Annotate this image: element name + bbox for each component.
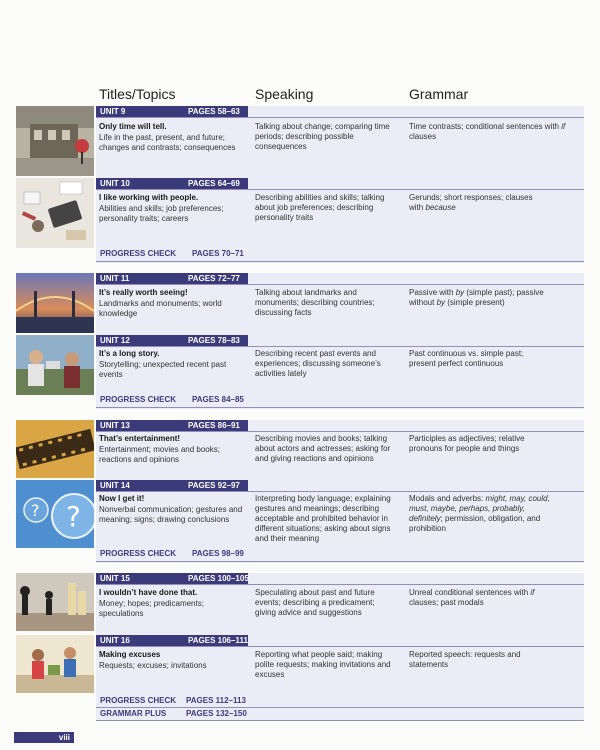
- unit-11-grammar: Passive with by (simple past); passive without by (simple present): [409, 288, 544, 307]
- unit-10-pages: PAGES 64–69: [188, 179, 240, 188]
- progress-check-2: [100, 395, 244, 404]
- unit-10-grammar: Gerunds; short responses; clauses with because: [409, 193, 533, 212]
- unit-12-rule: [96, 346, 584, 347]
- group-3-bottom-rule: [96, 561, 584, 562]
- progress-check-3-pages: PAGES 98–99: [192, 549, 244, 558]
- unit-15-rule: [96, 584, 584, 585]
- unit-9-speaking: Talking about change; comparing time periods; describing possible consequences: [255, 122, 390, 151]
- unit-11-photo: [16, 273, 94, 333]
- unit-15-grammar: Unreal conditional sentences with if clauses; past modals: [409, 588, 535, 607]
- unit-13-speaking: Describing movies and books; talking about actors and actresses; asking for and giving reactions and opinions: [255, 434, 391, 463]
- unit-9-topics: Life in the past, present, and future; changes and contrasts; consequences: [99, 133, 236, 152]
- unit-14-photo: [16, 480, 94, 548]
- unit-9-label: UNIT 9: [100, 107, 126, 116]
- unit-10-label: UNIT 10: [100, 179, 130, 188]
- progress-check-1-pages: PAGES 70–71: [192, 249, 244, 258]
- unit-11-bar: [96, 273, 248, 284]
- header-speaking: Speaking: [255, 86, 314, 102]
- unit-12-bar: [96, 335, 248, 346]
- unit-16-topics: Requests; excuses; invitations: [99, 661, 207, 670]
- unit-14-grammar: Modals and adverbs: might, may, could, must, maybe, perhaps, probably, definitely; permission, obligation, and prohibition: [409, 494, 550, 533]
- unit-10-topics: Abilities and skills; job preferences; personality traits; careers: [99, 204, 224, 223]
- unit-11-title: It’s really worth seeing!: [99, 288, 188, 297]
- progress-check-4-pages: PAGES 112–113: [186, 696, 246, 705]
- unit-9-bar: [96, 106, 248, 117]
- unit-15-label: UNIT 15: [100, 574, 130, 583]
- unit-14-speaking: Interpreting body language; explaining gestures and meanings; describing acceptable and prohibited behavior in different situations; asking about signs and their meaning: [255, 494, 391, 543]
- unit-14-label: UNIT 14: [100, 481, 130, 490]
- unit-15-title: I wouldn’t have done that.: [99, 588, 198, 597]
- progress-check-1: [100, 249, 244, 258]
- unit-16-pages: PAGES 106–111: [188, 636, 248, 645]
- unit-15-bar: [96, 573, 248, 584]
- page-number: viii: [14, 732, 74, 743]
- progress-check-4-label: PROGRESS CHECK: [100, 696, 177, 705]
- unit-16-title: Making excuses: [99, 650, 161, 659]
- unit-9-grammar: Time contrasts; conditional sentences with if clauses: [409, 122, 566, 141]
- header-titles-topics: Titles/Topics: [99, 86, 176, 102]
- unit-13-topics: Entertainment; movies and books; reactions and opinions: [99, 445, 220, 464]
- header-grammar: Grammar: [409, 86, 469, 102]
- grammar-plus: [100, 709, 247, 718]
- unit-10-title: I like working with people.: [99, 193, 199, 202]
- svg-text:?: ?: [31, 501, 40, 520]
- unit-13-grammar: Participles as adjectives; relative pronouns for people and things: [409, 434, 525, 453]
- grammar-plus-label: GRAMMAR PLUS: [100, 709, 167, 718]
- unit-16-rule: [96, 646, 584, 647]
- unit-9-pages: PAGES 58–63: [188, 107, 240, 116]
- unit-14-pages: PAGES 92–97: [188, 481, 240, 490]
- unit-15-topics: Money; hopes; predicaments; speculations: [99, 599, 204, 618]
- progress-check-4-rule: [96, 707, 584, 708]
- unit-12-pages: PAGES 78–83: [188, 336, 240, 345]
- unit-16-photo: [16, 635, 94, 693]
- unit-10-rule: [96, 189, 584, 190]
- unit-13-label: UNIT 13: [100, 421, 130, 430]
- unit-9-title: Only time will tell.: [99, 122, 167, 131]
- unit-13-photo: [16, 420, 94, 478]
- unit-13-bar: [96, 420, 248, 431]
- unit-14-rule: [96, 491, 584, 492]
- unit-12-title: It’s a long story.: [99, 349, 160, 358]
- unit-11-pages: PAGES 72–77: [188, 274, 240, 283]
- unit-15-pages: PAGES 100–105: [188, 574, 249, 583]
- unit-12-speaking: Describing recent past events and experiences; discussing someone’s activities lately: [255, 349, 381, 378]
- unit-14-title: Now I get it!: [99, 494, 145, 503]
- unit-9-photo: [16, 106, 94, 176]
- unit-9-rule: [96, 117, 584, 118]
- unit-13-title: That’s entertainment!: [99, 434, 181, 443]
- group-2-bottom-rule: [96, 407, 584, 408]
- group-1-bottom-rule: [96, 261, 584, 262]
- unit-10-speaking: Describing abilities and skills; talking about job preferences; describing personality traits: [255, 193, 385, 222]
- unit-11-label: UNIT 11: [100, 274, 130, 283]
- group-4-bottom-rule: [96, 720, 584, 721]
- progress-check-3: [100, 549, 244, 558]
- unit-16-speaking: Reporting what people said; making polite requests; making invitations and excuses: [255, 650, 391, 679]
- progress-check-2-pages: PAGES 84–85: [192, 395, 244, 404]
- progress-check-4: [100, 696, 246, 705]
- unit-10-photo: [16, 178, 94, 248]
- unit-15-photo: [16, 573, 94, 631]
- unit-12-grammar: Past continuous vs. simple past; present perfect continuous: [409, 349, 524, 368]
- grammar-plus-pages: PAGES 132–150: [186, 709, 247, 718]
- progress-check-3-label: PROGRESS CHECK: [100, 549, 177, 558]
- progress-check-2-label: PROGRESS CHECK: [100, 395, 177, 404]
- unit-10-bar: [96, 178, 248, 189]
- unit-14-topics: Nonverbal communication; gestures and meaning; signs; drawing conclusions: [99, 505, 243, 524]
- unit-16-grammar: Reported speech: requests and statements: [409, 650, 521, 669]
- unit-12-photo: [16, 335, 94, 395]
- unit-11-speaking: Talking about landmarks and monuments; describing countries; discussing facts: [255, 288, 375, 317]
- unit-15-speaking: Speculating about past and future events; describing a predicament; giving advice and suggestions: [255, 588, 375, 617]
- unit-16-bar: [96, 635, 248, 646]
- unit-12-topics: Storytelling; unexpected recent past events: [99, 360, 227, 379]
- progress-check-1-label: PROGRESS CHECK: [100, 249, 177, 258]
- unit-11-rule: [96, 284, 584, 285]
- unit-16-label: UNIT 16: [100, 636, 130, 645]
- unit-13-pages: PAGES 86–91: [188, 421, 240, 430]
- unit-13-rule: [96, 431, 584, 432]
- unit-12-label: UNIT 12: [100, 336, 130, 345]
- unit-14-bar: [96, 480, 248, 491]
- svg-text:?: ?: [66, 500, 81, 533]
- unit-11-topics: Landmarks and monuments; world knowledge: [99, 299, 222, 318]
